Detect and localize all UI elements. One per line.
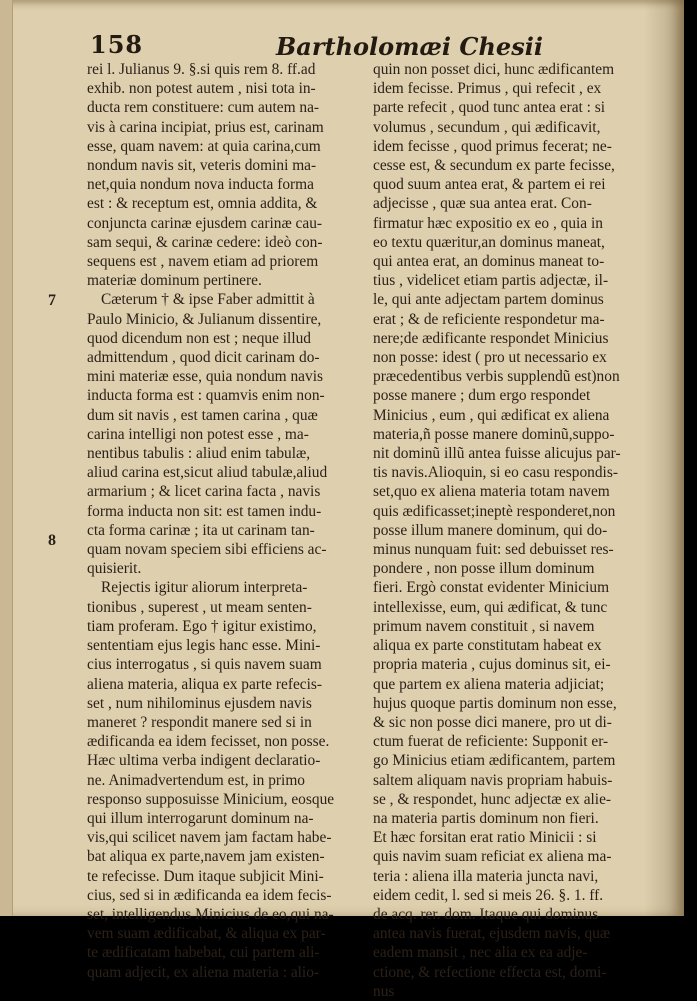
text-line: qui illum interrogarunt dominum na- bbox=[87, 809, 314, 827]
text-line: idem fecisse. Primus , qui refecit , ex bbox=[373, 80, 602, 98]
text-line: cesse est, & secundum ex parte fecisse, bbox=[373, 157, 615, 175]
text-line: posse illum manere dominum, qui do- bbox=[373, 521, 608, 539]
text-line: forma inducta non sit: est tamen indu- bbox=[87, 502, 322, 520]
text-line: inducta forma est : quamvis enim non- bbox=[87, 387, 325, 405]
text-line: qui antea erat, an dominus maneat to- bbox=[373, 253, 605, 271]
text-line: nentibus tabulis : aliud enim tabulæ, bbox=[87, 445, 311, 463]
text-line: propria materia , cujus dominus sit, ei- bbox=[373, 656, 611, 674]
text-line: idem fecisse , quod primus fecerat; ne- bbox=[373, 137, 612, 155]
text-line: tiam proferam. Ego † igitur existimo, bbox=[87, 617, 317, 635]
text-line: non posse: idest ( pro ut necessario ex bbox=[373, 349, 607, 367]
text-line: tionibus , superest , ut meam senten- bbox=[87, 598, 312, 616]
text-line: conjuncta carinæ ejusdem carinæ cau- bbox=[87, 214, 323, 232]
text-line: go Minicius etiam ædificantem, partem bbox=[373, 752, 616, 770]
text-line: parte refecit , quod tunc antea erat : si bbox=[373, 99, 606, 117]
text-line: pondere , non posse illum dominum bbox=[373, 560, 595, 578]
text-line: vis à carina incipiat, prius est, carinam bbox=[87, 118, 324, 136]
text-line: net,quia nondum nova inducta forma bbox=[87, 176, 314, 194]
text-line: mini materiæ esse, quia nondum navis bbox=[87, 368, 323, 386]
text-line: ctione, & refectione effecta est, domi- bbox=[373, 963, 607, 981]
text-line: aliud carina est,sicut aliud tabulæ,aliud bbox=[87, 464, 328, 482]
text-line: quis navim suam reficiat ex aliena ma- bbox=[373, 848, 612, 866]
running-title: Bartholomæi Chesii bbox=[276, 32, 543, 61]
text-line: aliena materia, aliqua ex parte refecis- bbox=[87, 675, 322, 693]
text-line: te ædificatam habebat, cui partem ali- bbox=[87, 944, 320, 962]
text-line: præcedentibus verbis supplendũ est)non bbox=[373, 368, 620, 386]
text-line: na materia partis dominum non fieri. bbox=[373, 809, 599, 827]
text-line: cta forma carinæ ; ita ut carinam tan- bbox=[87, 521, 315, 539]
text-line: quam adjecit, ex aliena materia : alio- bbox=[87, 963, 320, 981]
text-line: quisierit. bbox=[87, 560, 142, 578]
text-line: maneret ? respondit manere sed si in bbox=[87, 713, 312, 731]
text-line: set, intelligendus Minicius de eo,qui na- bbox=[87, 905, 334, 923]
text-line: tius , videlicet etiam partis adjectæ, il- bbox=[373, 272, 609, 290]
text-line: nondum navis sit, veteris domini ma- bbox=[87, 157, 317, 175]
text-line: Minicius , eum , qui ædificat ex aliena bbox=[373, 406, 610, 424]
text-line: eo textu quæritur,an dominus maneat, bbox=[373, 233, 605, 251]
text-line: eidem cedit, l. sed si meis 26. §. 1. ff. bbox=[373, 886, 604, 904]
text-line: quod suum antea erat, & partem ei rei bbox=[373, 176, 606, 194]
text-line: aliqua ex parte constitutam habeat ex bbox=[373, 637, 602, 655]
text-line: nit dominũ illũ antea fuisse alicujus par- bbox=[373, 445, 621, 463]
text-line: de acq. rer. dom. Itaque qui dominus bbox=[373, 905, 599, 923]
text-line: eadem mansit , nec alia ex ea adje- bbox=[373, 944, 588, 962]
text-line: ne. Animadvertendum est, in primo bbox=[87, 771, 305, 789]
text-line: intellexisse, eum, qui ædificat, & tunc bbox=[373, 598, 608, 616]
text-line: teria : aliena illa materia juncta navi, bbox=[373, 867, 599, 885]
page-gutter-shadow bbox=[644, 0, 684, 916]
text-line: dum sit navis , est tamen carina , quæ bbox=[87, 406, 318, 424]
text-line: bat aliqua ex parte,navem jam existen- bbox=[87, 848, 325, 866]
text-line: sequens est , navem etiam ad priorem bbox=[87, 253, 319, 271]
text-line: armarium ; & licet carina facta , navis bbox=[87, 483, 321, 501]
text-line: posse manere ; dum ergo respondet bbox=[373, 387, 591, 405]
text-line: nere;de ædificante respondet Minicius bbox=[373, 329, 609, 347]
text-line: volumus , secundum , qui ædificavit, bbox=[373, 118, 601, 136]
text-line: nus bbox=[373, 982, 395, 1000]
text-line: quis ædificasset;ineptè responderet,non bbox=[373, 502, 616, 520]
text-line: set , num nihilominus ejusdem navis bbox=[87, 694, 312, 712]
text-line: te refecisse. Dum itaque subjicit Mini- bbox=[87, 867, 324, 885]
text-line: sam sequi, & carinæ cedere: ideò con- bbox=[87, 233, 323, 251]
text-line: Hæc ultima verba indigent declaratio- bbox=[87, 752, 321, 770]
page-edge bbox=[0, 0, 13, 916]
page-number: 158 bbox=[90, 30, 144, 59]
text-line: antea navis fuerat, ejusdem navis, quæ bbox=[373, 925, 611, 943]
text-line: carina intelligi non potest esse , ma- bbox=[87, 425, 309, 443]
text-line: materia,ñ posse manere dominũ,suppo- bbox=[373, 425, 615, 443]
text-line: le, qui ante adjectam partem dominus bbox=[373, 291, 604, 309]
margin-number-8: 8 bbox=[48, 532, 56, 549]
text-line: rei l. Julianus 9. §.si quis rem 8. ff.ad bbox=[87, 61, 316, 78]
text-line: firmatur hæc expositio ex eo , quia in bbox=[373, 214, 603, 232]
text-line: hujus quoque partis dominum non esse, bbox=[373, 694, 617, 712]
text-line: admittendum , quod dicit carinam do- bbox=[87, 349, 320, 367]
margin-number-7: 7 bbox=[48, 292, 56, 309]
text-line: quin non posset dici, hunc ædificantem bbox=[373, 61, 615, 78]
text-line: se , & respondet, hunc adjectæ ex alie- bbox=[373, 790, 612, 808]
text-line: vem suam ædificabat, & aliqua ex par- bbox=[87, 925, 326, 943]
text-line: responso supposuisse Minicium, eosque bbox=[87, 790, 335, 808]
text-line: Rejectis igitur aliorum interpreta- bbox=[101, 579, 308, 597]
text-line: Cæterum † & ipse Faber admittit à bbox=[101, 291, 315, 309]
text-line: quod dicendum non est ; neque illud bbox=[87, 329, 311, 347]
text-line: fieri. Ergò constat evidenter Minicium bbox=[373, 579, 610, 597]
text-line: adjecisse , quæ sua antea erat. Con- bbox=[373, 195, 592, 213]
text-line: sententiam ejus legis hanc esse. Mini- bbox=[87, 637, 321, 655]
text-line: cius, sed si in ædificanda ea idem fecis- bbox=[87, 886, 332, 904]
text-line: est : & receptum est, omnia addita, & bbox=[87, 195, 318, 213]
text-line: quam novam speciem sibi efficiens ac- bbox=[87, 541, 327, 559]
text-line: ædificanda ea idem fecisset, non posse. bbox=[87, 733, 330, 751]
text-line: set,quo ex aliena materia totam navem bbox=[373, 483, 610, 501]
text-line: exhib. non potest autem , nisi tota in- bbox=[87, 80, 316, 98]
text-line: Paulo Minicio, & Julianum dissentire, bbox=[87, 310, 322, 328]
text-line: & sic non posse dici manere, pro ut di- bbox=[373, 713, 612, 731]
text-line: minus nunquam fuit: sed debuisset res- bbox=[373, 541, 614, 559]
text-line: vis,qui scilicet navem jam factam habe- bbox=[87, 829, 332, 847]
text-line: esse, quam navem: at quia carina,cum bbox=[87, 137, 321, 155]
text-line: materiæ dominum pertinere. bbox=[87, 272, 262, 290]
left-text-column bbox=[87, 60, 357, 982]
text-line: ducta rem constituere: cum autem na- bbox=[87, 99, 320, 117]
text-line: Et hæc forsitan erat ratio Minicii : si bbox=[373, 829, 597, 847]
text-line: que partem ex aliena materia adjiciat; bbox=[373, 675, 605, 693]
text-line: tis navis.Alioquin, si eo casu respondis- bbox=[373, 464, 618, 482]
text-line: cius interrogatus , si quis navem suam bbox=[87, 656, 322, 674]
text-line: erat ; & de reficiente respondetur ma- bbox=[373, 310, 605, 328]
text-line: primum navem constituit , si navem bbox=[373, 617, 595, 635]
text-line: ctum fuerat de reficiente: Supponit er- bbox=[373, 733, 609, 751]
right-text-column bbox=[373, 60, 635, 1001]
text-line: saltem aliquam navis propriam habuis- bbox=[373, 771, 613, 789]
